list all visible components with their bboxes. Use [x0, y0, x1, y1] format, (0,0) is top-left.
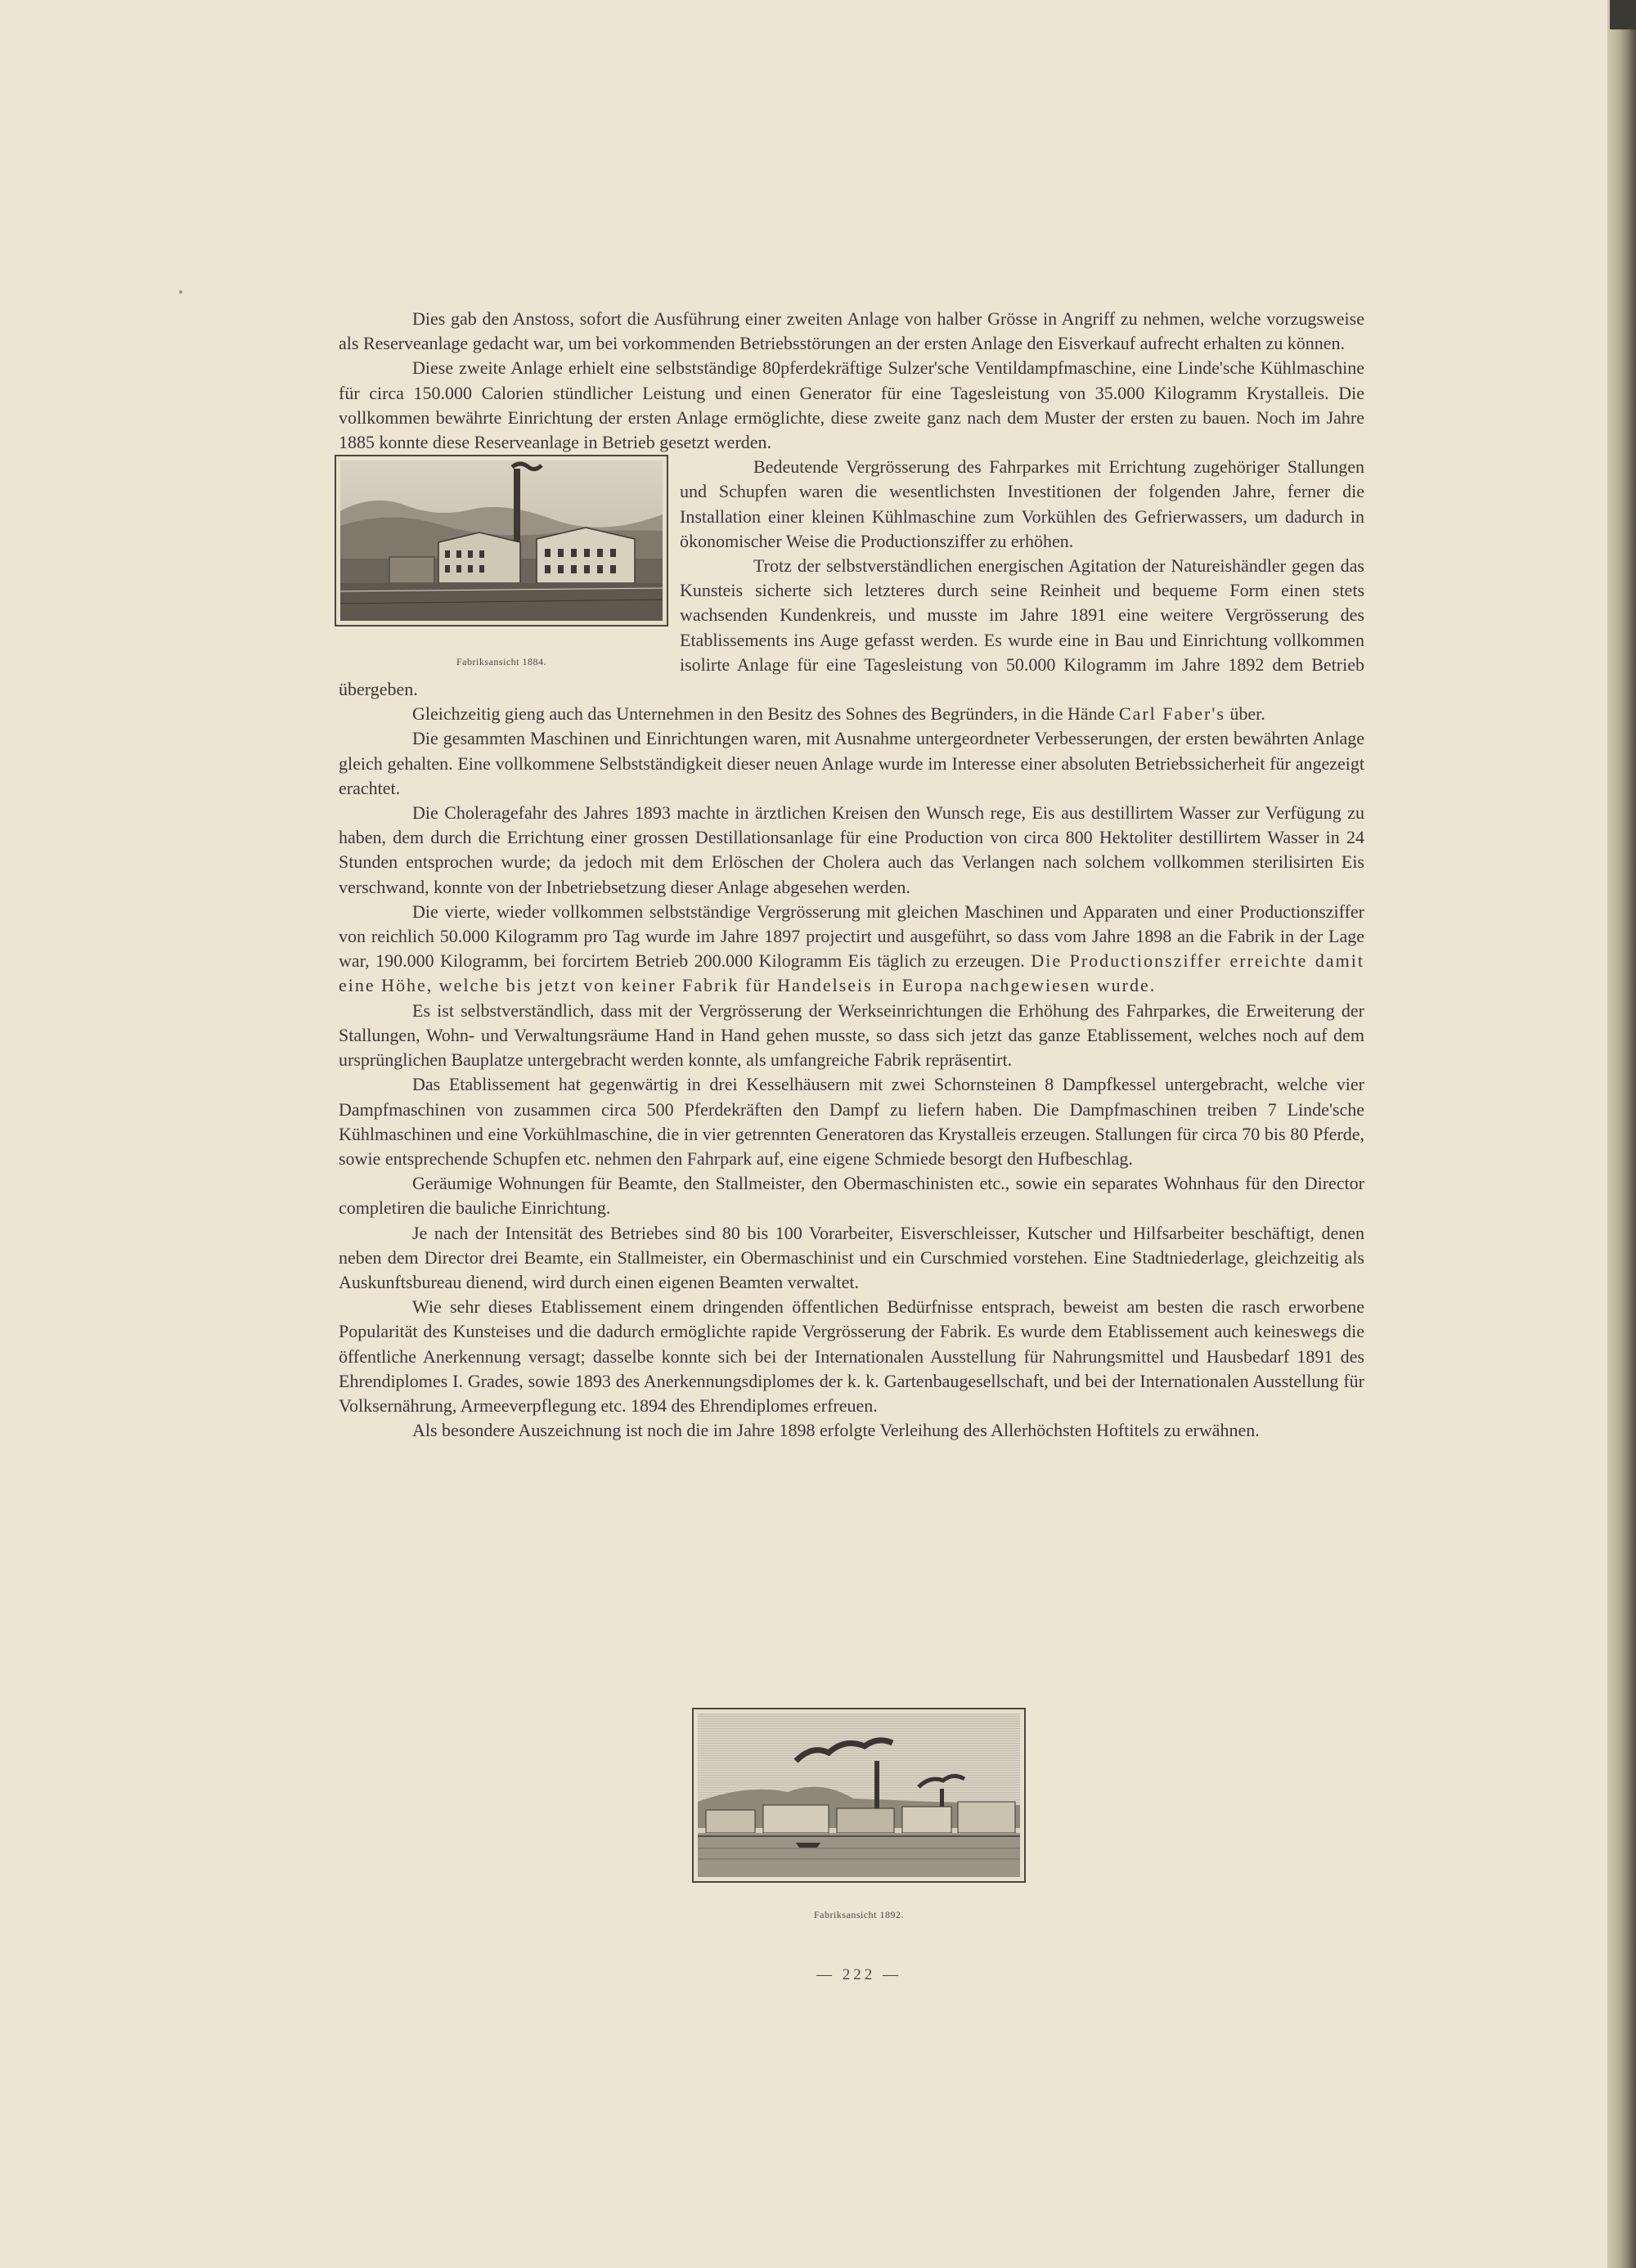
paragraph — [339, 356, 1364, 455]
paragraph: Die gesammten Maschinen und Einrichtungen waren, mit Ausnahme untergeordneter Verbesserungen, der ersten bewährten Anlage gleich gehalten. Eine vollkommene Selbstständigkeit dieser neuen Anlage wurde im Interesse einer absoluten Betriebssicherheit für angezeigt erachtet. — [339, 728, 1364, 798]
paragraph-text: über. — [1229, 703, 1265, 725]
figure-frame — [335, 455, 668, 627]
paragraph-text: Gleichzeitig gieng auch das Unternehmen in den Besitz des Sohnes des Begründers, in die Hände — [412, 703, 1115, 725]
paragraph-text: Die vierte, wieder vollkommen selbstständige Vergrösserung mit gleichen Maschinen und Apparaten und einer Productionsziffer von reichlich 50.000 Kilogramm pro Tag wurde im Jahre 1897 projectirt und ausgeführt, so dass vom Jahre 1898 an die Fabrik in der Lage war, 190.000 Kilogramm, bei forcirtem Betrieb 200.000 Kilogramm Eis täglich zu erzeugen. — [339, 900, 1364, 972]
figure-caption: Fabriksansicht 1892. — [814, 1909, 904, 1920]
paragraph: Dies gab den Anstoss, sofort die Ausführung einer zweiten Anlage von halber Grösse in Angriff zu nehmen, welche vorzugsweise als Reserveanlage gedacht war, um bei vorkommenden Betriebsstörungen an der ersten Anlage den Eisverkauf aufrecht erhalten zu können. — [339, 308, 1364, 354]
cover-corner — [1610, 0, 1636, 29]
figure-frame — [692, 1708, 1026, 1883]
factory-1884-engraving — [340, 460, 663, 621]
page-number: — 222 — — [816, 1966, 901, 1983]
figure-factory-1892 — [692, 1708, 1026, 1921]
paper-speck — [179, 290, 182, 294]
paragraph — [339, 702, 1364, 726]
paragraph: Es ist selbstverständlich, dass mit der Vergrösserung der Werkseinrichtungen die Erhöhung des Fahrparkes, die Erweiterung der Stallungen, Wohn- und Verwaltungsräume Hand in Hand gehen musste, so dass sich jetzt das ganze Etablissement, welches noch auf dem ursprünglichen Bauplatze untergebracht werden konnte, als umfangreiche Fabrik repräsentirt. — [339, 999, 1364, 1071]
page-edge — [1607, 0, 1636, 2268]
paragraph: Je nach der Intensität des Betriebes sind 80 bis 100 Vorarbeiter, Eisverschleisser, Kutscher und Hilfsarbeiter beschäftigt, denen neben dem Director drei Beamte, ein Stallmeister, ein Obermaschinist und ein Curschmied vorstehen. Eine Stadtniederlage, gleichzeitig als Auskunftsbureau dienend, wird durch einen eigenen Beamten verwaltet. — [339, 1222, 1364, 1292]
figure-caption: Fabriksansicht 1884. — [456, 656, 546, 668]
paragraph-text: Diese zweite Anlage erhielt eine selbstständige 80pferdekräftige Sulzer'sche Ventildampfmaschine, eine Linde'sche Kühlmaschine für circa 150.000 Calorien stündlicher Leistung und einen Generator für eine Tagesleistung von 35.000 Kilogramm Krystalleis. Die vollkommen bewährte Einrichtung der ersten Anlage ermöglichte, diese zweite ganz nach dem Muster der ersten zu bauen. Noch im Jahre 1885 konnte diese Reserveanlage in Betrieb gesetzt werden. — [339, 357, 1364, 453]
paragraph: Trotz der selbstverständlichen energischen Agitation der Natureishändler gegen das Kunsteis sicherte sich letzteres durch seine Reinheit und bequeme Form einen stets wachsenden Kundenkreis, und musste im Jahre 1891 eine weitere Vergrösserung des Etablissements ins Auge gefasst werden. Es wurde eine in Bau und Einrichtung vollkommen isolirte Anlage für eine Tagesleistung von 50.000 Kilogramm im Jahre 1892 dem Betrieb übergeben. — [339, 555, 1364, 700]
paragraph: Die Choleragefahr des Jahres 1893 machte in ärztlichen Kreisen den Wunsch rege, Eis aus destillirtem Wasser zur Verfügung zu haben, dem durch die Errichtung einer grossen Destillationsanlage für eine Production von circa 800 Hektoliter destillirtem Wasser in 24 Stunden entsprochen wurde; da jedoch mit dem Erlöschen der Cholera auch das Verlangen nach solchem vollkommen sterilisirten Eis verschwand, konnte von der Inbetriebsetzung dieser Anlage abgesehen werden. — [339, 802, 1364, 897]
emphasis-text: Die Productionsziffer erreichte damit eine Höhe, welche bis jetzt von keiner Fabrik für Handelseis in Europa nachgewiesen wurde. — [339, 950, 1365, 996]
paragraph: Wie sehr dieses Etablissement einem dringenden öffentlichen Bedürfnisse entsprach, beweist am besten die rasch erworbene Popularität des Kunsteises und die dadurch ermöglichte rapide Vergrösserung der Fabrik. Es wurde dem Etablissement auch keineswegs die öffentliche Anerkennung versagt; dasselbe konnte sich bei der Internationalen Ausstellung für Nahrungsmittel und Hausbedarf 1891 des Ehrendiplomes I. Grades, sowie 1893 des Anerkennungsdiplomes der k. k. Gartenbaugesellschaft, und bei der Internationalen Ausstellung für Volksernährung, Armeeverpflegung etc. 1894 des Ehrendiplomes erfreuen. — [339, 1296, 1364, 1416]
paragraph: Als besondere Auszeichnung ist noch die im Jahre 1898 erfolgte Verleihung des Allerhöchsten Hoftitels zu erwähnen. — [412, 1420, 1260, 1441]
paragraph: Geräumige Wohnungen für Beamte, den Stallmeister, den Obermaschinisten etc., sowie ein separates Wohnhaus für den Director completiren die bauliche Einrichtung. — [339, 1173, 1364, 1219]
paragraph — [339, 900, 1364, 999]
owner-name: Carl Faber's — [1118, 703, 1225, 725]
figure-factory-1884 — [335, 455, 668, 674]
factory-1892-engraving — [698, 1713, 1020, 1877]
body-text — [339, 307, 1364, 1443]
paragraph: Bedeutende Vergrösserung des Fahrparkes mit Errichtung zugehöriger Stallungen und Schupfen waren die wesentlichsten Investitionen der folgenden Jahre, ferner die Installation einer kleinen Kühlmaschine zum Vorkühlen des Gefrierwassers, um dadurch in ökonomischer Weise die Productionsziffer zu erhöhen. — [680, 456, 1364, 551]
paragraph: Das Etablissement hat gegenwärtig in drei Kesselhäusern mit zwei Schornsteinen 8 Dampfkessel untergebracht, welche vier Dampfmaschinen von zusammen circa 500 Pferdekräften den Dampf zu liefern haben. Die Dampfmaschinen treiben 7 Linde'sche Kühlmaschinen und eine Vorkühlmaschine, die in vier getrennten Generatoren das Krystalleis erzeugen. Stallungen für circa 70 bis 80 Pferde, sowie entsprechende Schupfen etc. nehmen den Fahrpark auf, eine eigene Schmiede besorgt den Hufbeschlag. — [339, 1074, 1364, 1169]
